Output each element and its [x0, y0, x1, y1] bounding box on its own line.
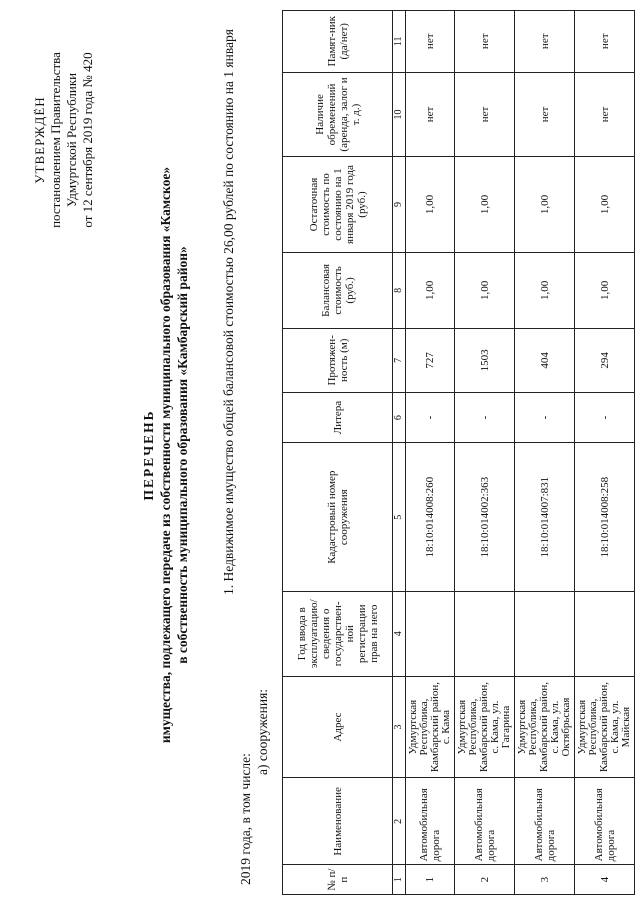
approval-line-3: Удмуртской Республики — [64, 72, 79, 208]
monument: нет — [406, 11, 455, 73]
column-number: 5 — [393, 443, 406, 591]
intro-text — [220, 25, 271, 885]
litera: - — [575, 392, 635, 443]
column-number: 4 — [393, 591, 406, 676]
cadastral-number: 18:10:014008:258 — [575, 443, 635, 591]
column-number-row — [393, 11, 406, 895]
object-name: Автомобильная дорога — [575, 778, 635, 865]
approval-line-2: постановлением Правительства — [48, 52, 63, 228]
length: 727 — [406, 329, 455, 393]
header-cell: Наличие обременений (аренда, залог и т. д.) — [283, 72, 393, 157]
column-number: 7 — [393, 329, 406, 393]
header-cell: Протяжен-ность (м) — [283, 329, 393, 393]
litera: - — [455, 392, 515, 443]
encumbrance: нет — [455, 72, 515, 157]
residual-value: 1,00 — [575, 157, 635, 252]
column-number: 2 — [393, 778, 406, 865]
balance-value: 1,00 — [406, 252, 455, 328]
object-address: Удмуртская Республика, Камбарский район, с. Кама, ул. Гагарина — [455, 676, 515, 778]
title-line-3: в собственность муниципального образования «Камбарский район» — [175, 246, 190, 664]
header-cell: Балансовая стоимость (руб.) — [283, 252, 393, 328]
row-number: 3 — [515, 865, 575, 895]
header-cell: Год ввода в эксплуатацию/ сведения о государствен-ной регистрации прав на него — [283, 591, 393, 676]
title-line-2: имущества, подлежащего передаче из собственности муниципального образования «Камское» — [158, 166, 173, 744]
row-number: 4 — [575, 865, 635, 895]
header-cell: Памят-ник (да/нет) — [283, 11, 393, 73]
column-number: 1 — [393, 865, 406, 895]
commission-year — [515, 591, 575, 676]
encumbrance: нет — [575, 72, 635, 157]
header-cell: Адрес — [283, 676, 393, 778]
object-name: Автомобильная дорога — [515, 778, 575, 865]
commission-year — [575, 591, 635, 676]
balance-value: 1,00 — [515, 252, 575, 328]
table-header-row — [283, 11, 393, 895]
table-row — [455, 11, 515, 895]
table-row — [515, 11, 575, 895]
approval-heading: УТВЕРЖДЁН — [32, 96, 47, 184]
balance-value: 1,00 — [455, 252, 515, 328]
header-cell: Остаточная стоимость по состоянию на 1 января 2019 года (руб.) — [283, 157, 393, 252]
residual-value: 1,00 — [455, 157, 515, 252]
object-address: Удмуртская Республика, Камбарский район, с. Кама, ул. Октябрьская — [515, 676, 575, 778]
column-number: 10 — [393, 72, 406, 157]
title-main: ПЕРЕЧЕНЬ — [141, 409, 156, 501]
length: 294 — [575, 329, 635, 393]
residual-value: 1,00 — [406, 157, 455, 252]
cadastral-number: 18:10:014007:831 — [515, 443, 575, 591]
monument: нет — [575, 11, 635, 73]
column-number: 6 — [393, 392, 406, 443]
column-number: 11 — [393, 11, 406, 73]
residual-value: 1,00 — [515, 157, 575, 252]
cadastral-number: 18:10:014002:363 — [455, 443, 515, 591]
balance-value: 1,00 — [575, 252, 635, 328]
header-cell: № п/п — [283, 865, 393, 895]
header-cell: Наименование — [283, 778, 393, 865]
monument: нет — [515, 11, 575, 73]
column-number: 8 — [393, 252, 406, 328]
litera: - — [406, 392, 455, 443]
object-name: Автомобильная дорога — [455, 778, 515, 865]
commission-year — [406, 591, 455, 676]
approval-line-4: от 12 сентября 2019 года № 420 — [80, 52, 95, 228]
encumbrance: нет — [515, 72, 575, 157]
table-row — [406, 11, 455, 895]
column-number: 9 — [393, 157, 406, 252]
column-number: 3 — [393, 676, 406, 778]
document-title — [140, 65, 191, 845]
table-row — [575, 11, 635, 895]
row-number: 1 — [406, 865, 455, 895]
object-name: Автомобильная дорога — [406, 778, 455, 865]
intro-subheading: а) сооружения: — [255, 688, 270, 775]
encumbrance: нет — [406, 72, 455, 157]
property-table — [282, 10, 635, 895]
litera: - — [515, 392, 575, 443]
commission-year — [455, 591, 515, 676]
object-address: Удмуртская Республика, Камбарский район, с. Кама, ул. Майская — [575, 676, 635, 778]
cadastral-number: 18:10:014008:260 — [406, 443, 455, 591]
length: 1503 — [455, 329, 515, 393]
approval-block — [32, 25, 96, 255]
monument: нет — [455, 11, 515, 73]
header-cell: Кадастровый номер сооружения — [283, 443, 393, 591]
row-number: 2 — [455, 865, 515, 895]
length: 404 — [515, 329, 575, 393]
intro-paragraph: 1. Недвижимое имущество общей балансовой стоимостью 26,00 рублей по состоянию на 1 января 2019 года, в том числе: — [221, 29, 253, 885]
object-address: Удмуртская Республика, Камбарский район, с. Кама — [406, 676, 455, 778]
header-cell: Литера — [283, 392, 393, 443]
